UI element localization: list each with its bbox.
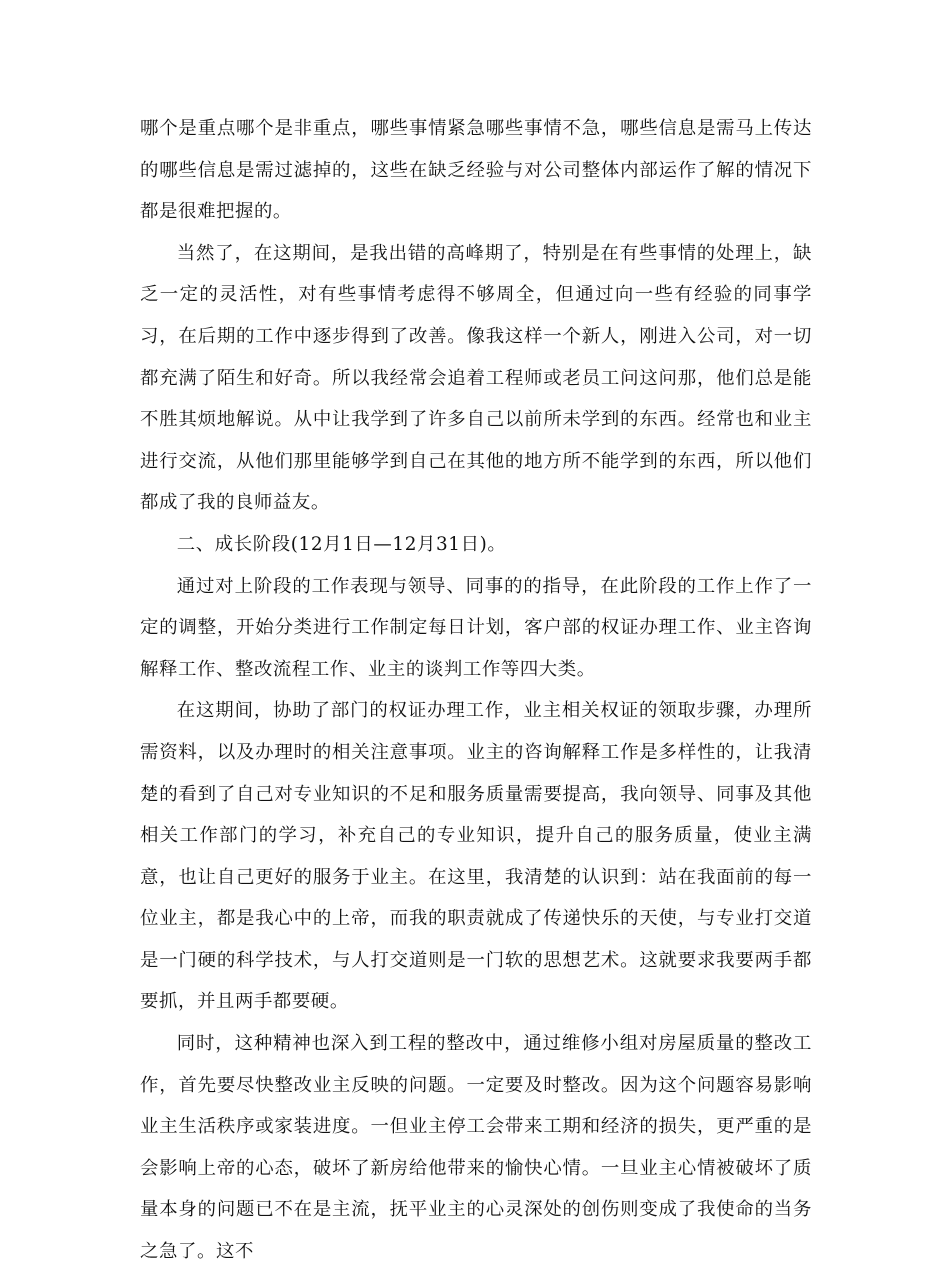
document-body <box>140 108 812 1273</box>
paragraph-certificate-work: 在这期间，协助了部门的权证办理工作，业主相关权证的领取步骤，办理所需资料，以及办理时的相关注意事项。业主的咨询解释工作是多样性的，让我清楚的看到了自己对专业知识的不足和服务质量需要提高，我向领导、同事及其他相关工作部门的学习，补充自己的专业知识，提升自己的服务质量，使业主满意，也让自己更好的服务于业主。在这里，我清楚的认识到：站在我面前的每一位业主，都是我心中的上帝，而我的职责就成了传递快乐的天使，与专业打交道是一门硬的科学技术，与人打交道则是一门软的思想艺术。这就要求我要两手都要抓，并且两手都要硬。 <box>140 700 812 1013</box>
paragraph-learning: 当然了，在这期间，是我出错的高峰期了，特别是在有些事情的处理上，缺乏一定的灵活性，对有些事情考虑得不够周全，但通过向一些有经验的同事学习，在后期的工作中逐步得到了改善。像我这样一个新人，刚进入公司，对一切都充满了陌生和好奇。所以我经常会追着工程师或老员工问这问那，他们总是能不胜其烦地解说。从中让我学到了许多自己以前所未学到的东西。经常也和业主进行交流，从他们那里能够学到自己在其他的地方所不能学到的东西，所以他们都成了我的良师益友。 <box>140 242 812 514</box>
paragraph-continuation: 哪个是重点哪个是非重点，哪些事情紧急哪些事情不急，哪些信息是需马上传达的哪些信息是需过滤掉的，这些在缺乏经验与对公司整体内部运作了解的情况下都是很难把握的。 <box>140 118 812 223</box>
paragraph-rectification-work: 同时，这种精神也深入到工程的整改中，通过维修小组对房屋质量的整改工作，首先要尽快整改业主反映的问题。一定要及时整改。因为这个问题容易影响业主生活秩序或家装进度。一但业主停工会带来工期和经济的损失，更严重的是会影响上帝的心态，破坏了新房给他带来的愉快心情。一旦业主心情被破坏了质量本身的问题已不在是主流，抚平业主的心灵深处的创伤则变成了我使命的当务之急了。这不 <box>140 1033 812 1263</box>
section-heading-growth-stage: 二、成长阶段(12月1日—12月31日)。 <box>176 533 507 555</box>
paragraph-work-adjustment: 通过对上阶段的工作表现与领导、同事的的指导，在此阶段的工作上作了一定的调整，开始分类进行工作制定每日计划，客户部的权证办理工作、业主咨询解释工作、整改流程工作、业主的谈判工作等四大类。 <box>140 575 812 680</box>
